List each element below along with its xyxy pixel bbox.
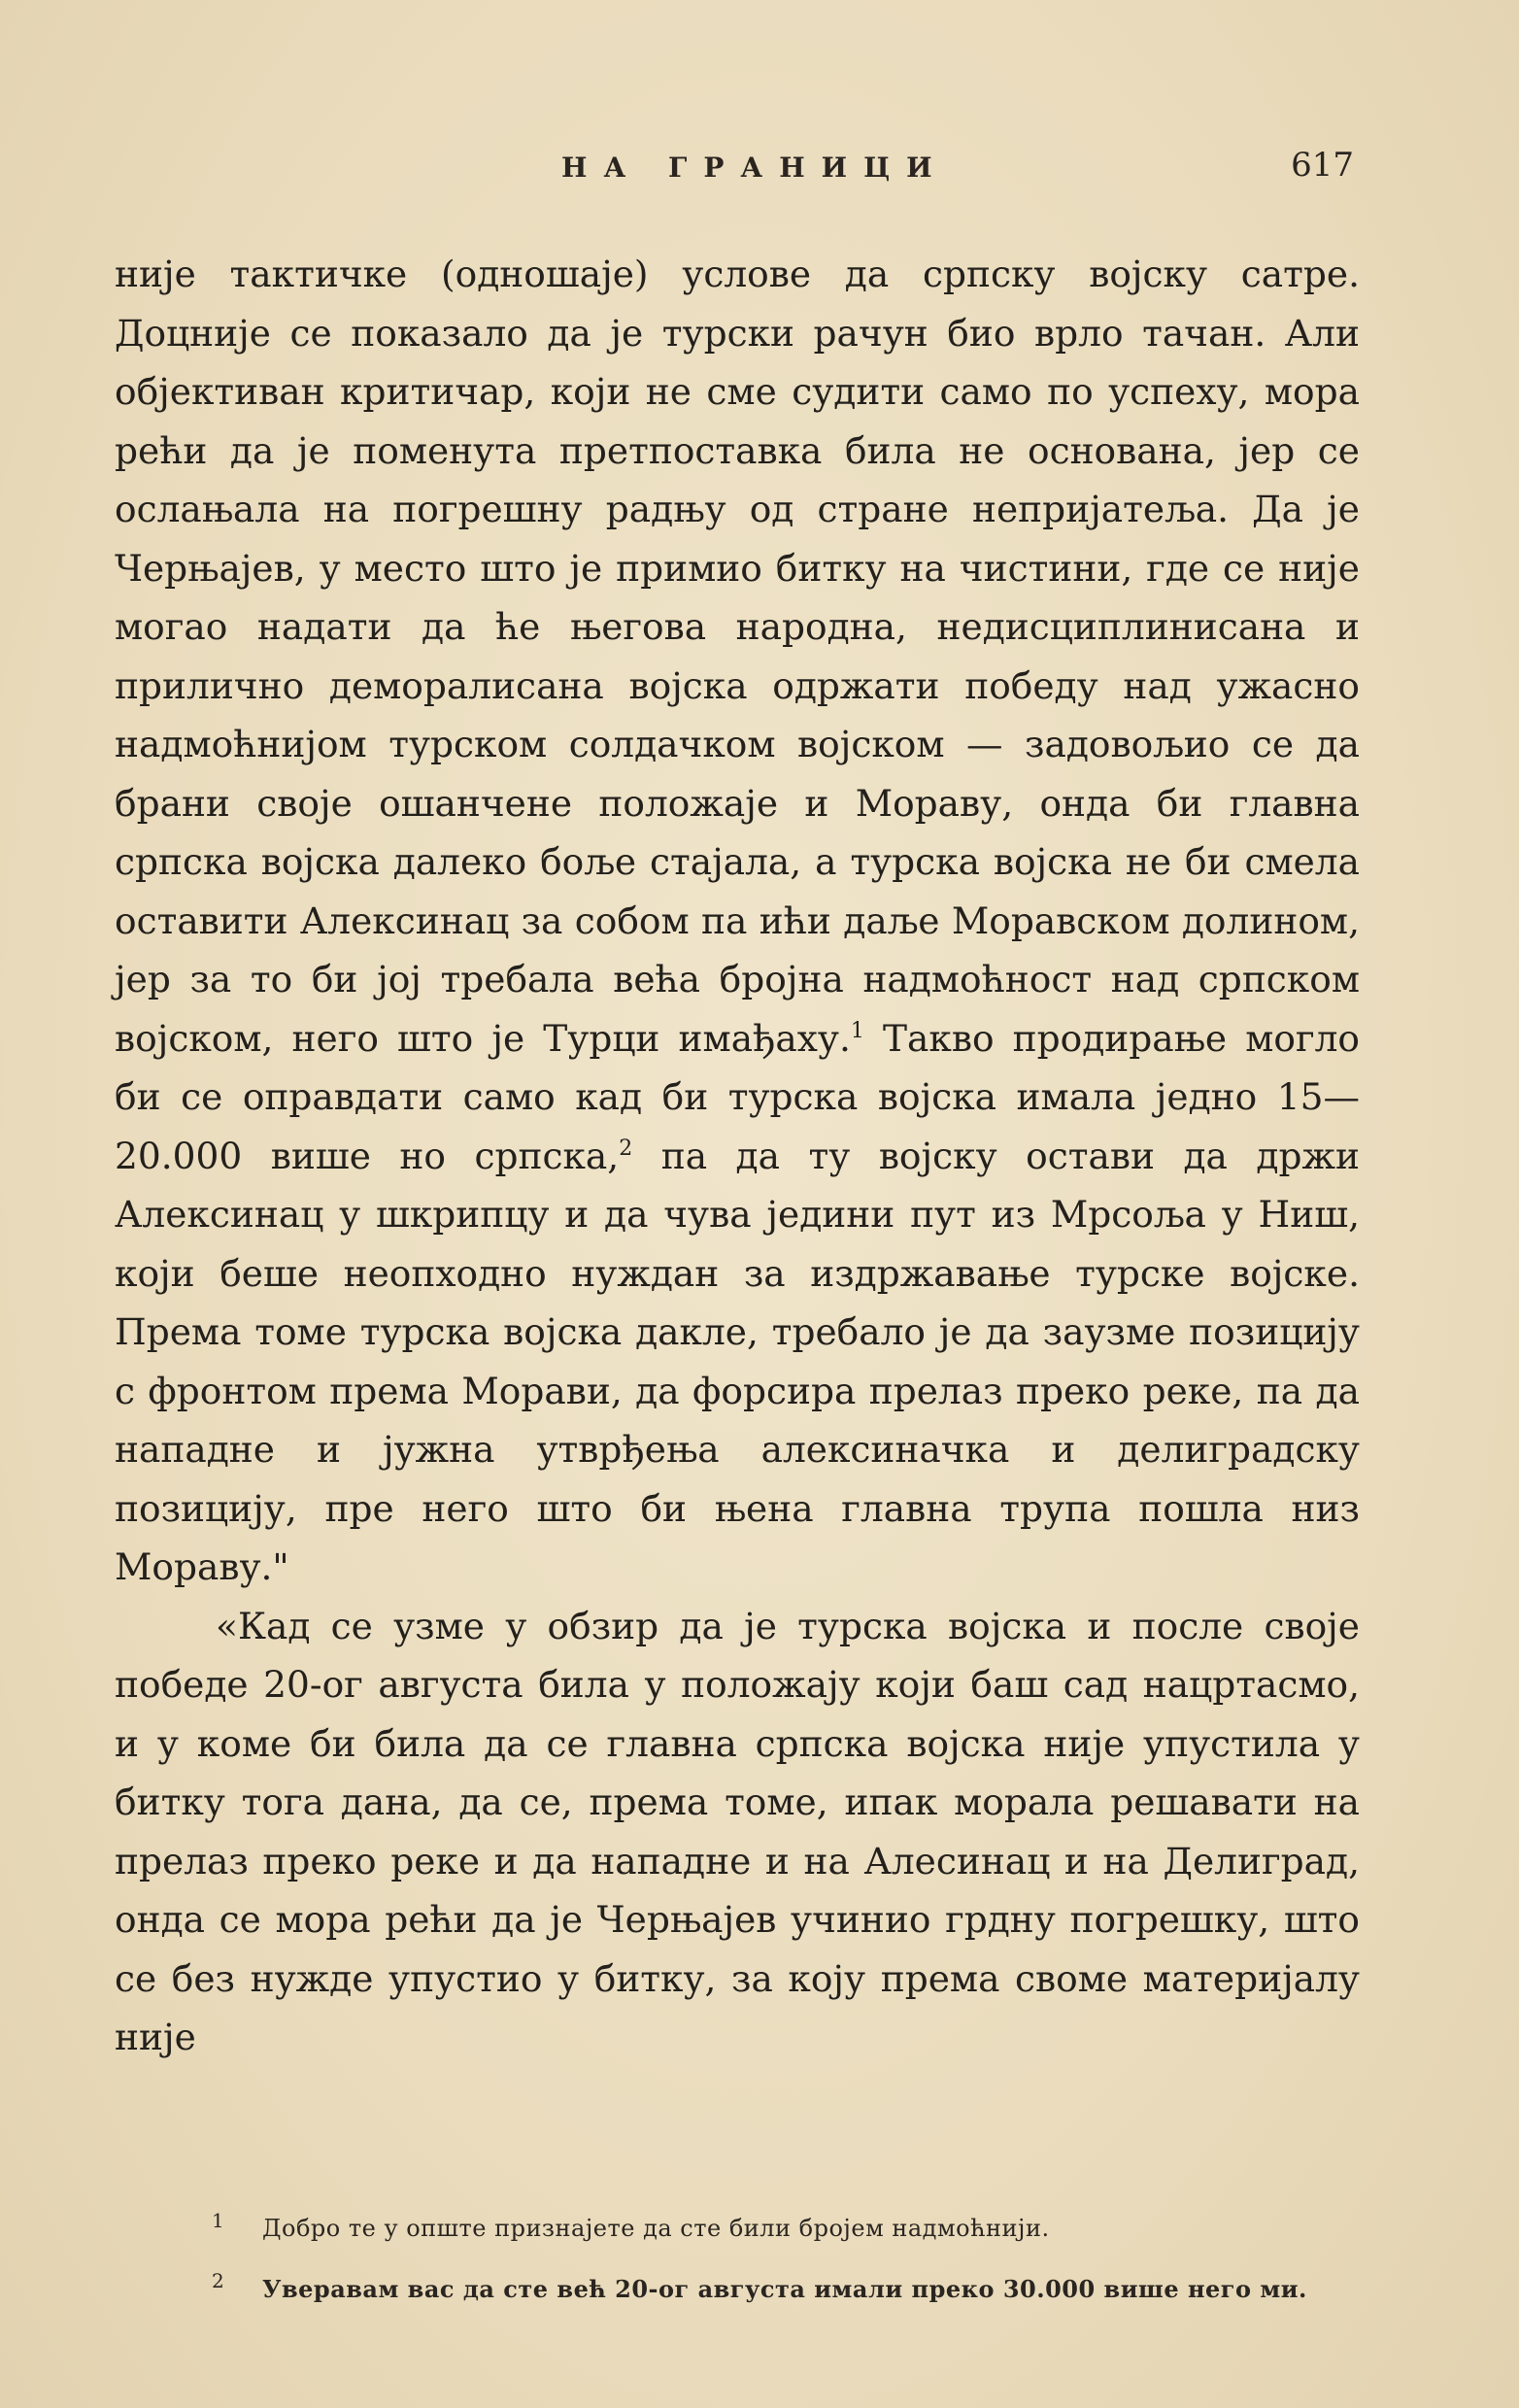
footnote-ref-2: 2 bbox=[619, 1136, 633, 1161]
page-header bbox=[115, 146, 1354, 194]
paragraph-1-part-2: Такво продирање могло би се оправдати само кад би турска војска имала једно 15—20.000 више но српска, bbox=[115, 1016, 1360, 1177]
footnote-1 bbox=[115, 2209, 1367, 2242]
page-number: 617 bbox=[1291, 146, 1354, 185]
footnote-1-mark: 1 bbox=[212, 2209, 224, 2232]
paragraph-2: «Кад се узме у обзир да је турска војска и после своје победе 20-ог августа била у положају који баш сад нацртасмо, и у коме би била да се главна српска војска није упустила у битку тога дана, да се, према томе, ипак морала решавати на прелаз преко реке и да нападне и на Алесинац и на Делиград, онда се мора рећи да је Черњајев учинио грдну погрешку, што се без нужде упустио у битку, за коју према своме материјалу није bbox=[115, 1604, 1360, 2058]
paragraph-1 bbox=[115, 245, 1360, 1597]
footnote-1-text: Добро те у опште признајете да сте били бројем надмоћнији. bbox=[262, 2215, 1050, 2242]
footnote-2-text: Уверавам вас да сте већ 20-ог августа имали преко 30.000 више него ми. bbox=[262, 2275, 1307, 2303]
footnote-ref-1: 1 bbox=[850, 1018, 864, 1043]
paragraph-1-part-3: па да ту војску остави да држи Алексинац у шкрипцу и да чува једини пут из Мрсоља у Ниш, који беше неопходно нуждан за издржавање турске војске. Према томе турска војска дакле, требало је да заузме позицију с фронтом према Морави, да форсира прелаз преко реке, па да нападне и јужна утврђења алексиначка и делиградску позицију, пре него што би њена главна трупа пошла низ Мораву." bbox=[115, 1134, 1360, 1588]
footnote-2-mark: 2 bbox=[212, 2269, 224, 2292]
main-text bbox=[115, 245, 1360, 2067]
running-title: НА ГРАНИЦИ bbox=[561, 152, 949, 184]
footnote-2 bbox=[115, 2269, 1367, 2303]
paragraph-1-part-1: није тактичке (одношаје) услове да српску војску сатре. Доцније се показало да је турски рачун био врло тачан. Али објективан критичар, који не сме судити само по успеху, мора рећи да је поменута претпоставка била не основана, јер се ослањала на погрешну радњу од стране непријатеља. Да је Черњајев, у место што је примио битку на чистини, где се није могао надати да ће његова народна, недисциплинисана и прилично деморалисана војска одржати победу над ужасно надмоћнијом турском солдачком војском — задовољио се да брани своје ошанчене положаје и Мораву, онда би главна српска војска далеко боље стајала, а турска војска не би смела оставити Алексинац за собом па ићи даље Моравском долином, јер за то би јој требала већа бројна надмоћност над српском војском, него што је Турци имађаху. bbox=[115, 253, 1360, 1060]
footnotes bbox=[115, 2209, 1367, 2336]
